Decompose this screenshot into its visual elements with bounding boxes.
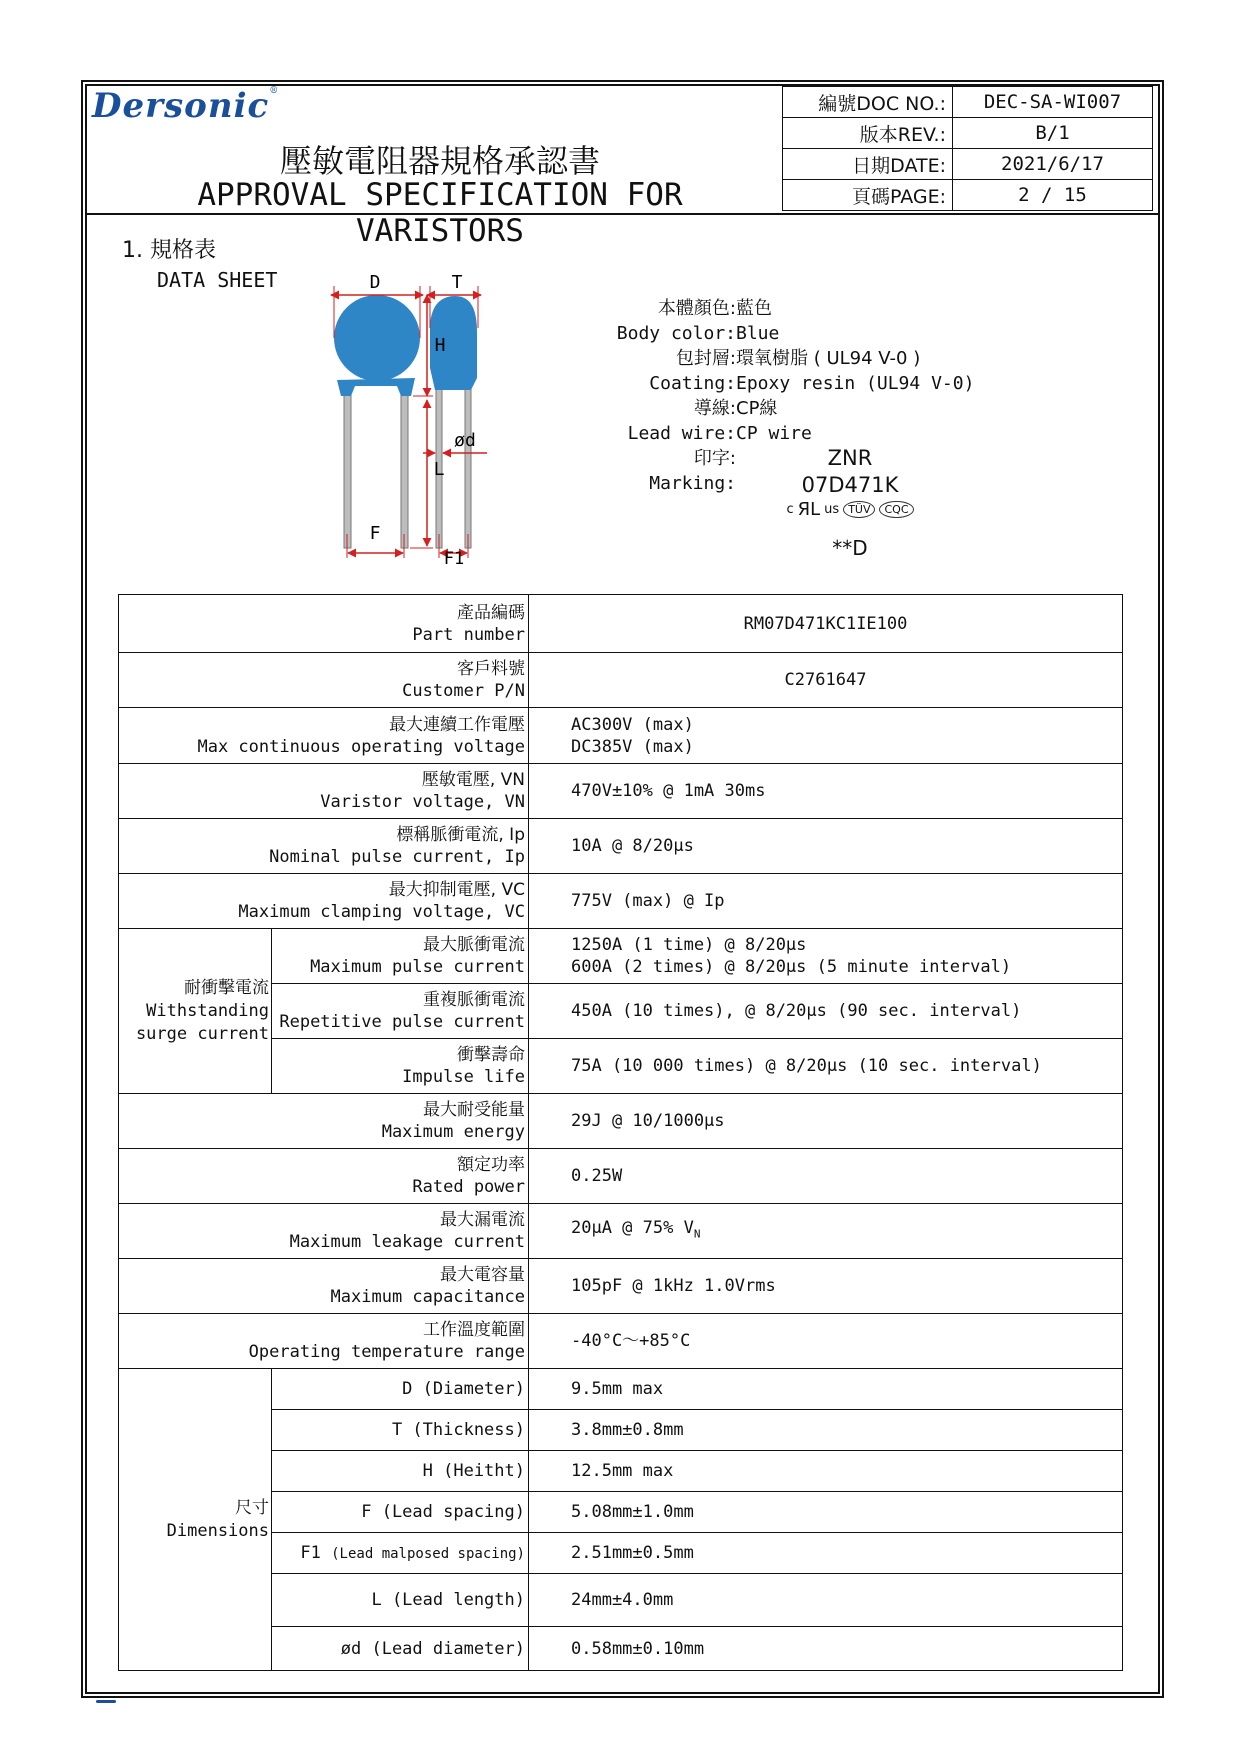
table-row (119, 929, 1123, 984)
property-value: Epoxy resin (UL94 V-0) (736, 373, 975, 394)
table-row (119, 764, 1123, 819)
spec-value: 29J @ 10/1000μs (529, 1094, 1123, 1149)
property-row (600, 421, 974, 446)
table-row (119, 819, 1123, 874)
spec-value: 0.25W (529, 1149, 1123, 1204)
certification-marks (760, 499, 940, 520)
doc-info-row (783, 149, 1153, 180)
spec-label: 重複脈衝電流 Repetitive pulse current (272, 984, 529, 1039)
spec-label: 最大連續工作電壓 Max continuous operating voltage (119, 708, 529, 764)
spec-value: 450A (10 times), @ 8/20μs (90 sec. interval) (529, 984, 1123, 1039)
property-label: Lead wire: (627, 423, 736, 444)
property-label: Body color: (616, 323, 736, 344)
table-row (119, 1204, 1123, 1259)
spec-value: -40°C～+85°C (529, 1314, 1123, 1369)
dim-label: F1 (Lead malposed spacing) (272, 1533, 529, 1574)
marking-line-1: ZNR (827, 446, 873, 470)
property-row (600, 321, 974, 346)
section-title: 1. 規格表 (122, 238, 216, 263)
spec-label: 壓敏電壓, VN Varistor voltage, VN (119, 764, 529, 819)
spec-value: 775V (max) @ Ip (529, 874, 1123, 929)
spec-label: 最大漏電流 Maximum leakage current (119, 1204, 529, 1259)
lead-left (344, 388, 351, 548)
spec-label: 額定功率 Rated power (119, 1149, 529, 1204)
dim-label: T (Thickness) (272, 1410, 529, 1451)
spec-label: 工作溫度範圍 Operating temperature range (119, 1314, 529, 1369)
property-value: 藍色 (736, 298, 772, 319)
spec-value: 10A @ 8/20μs (529, 819, 1123, 874)
spec-value: 470V±10% @ 1mA 30ms (529, 764, 1123, 819)
dim-label-d: D (369, 272, 381, 293)
bottom-logo-fragment (96, 1700, 116, 1703)
dim-value: 2.51mm±0.5mm (529, 1533, 1123, 1574)
property-value: 環氧樹脂 ( UL94 V-0 ) (736, 348, 921, 369)
dim-label-f1: F1 (443, 549, 465, 568)
lead-side-right (465, 388, 471, 548)
property-row (600, 396, 974, 421)
doc-no-value: DEC-SA-WI007 (953, 87, 1153, 118)
date-value: 2021/6/17 (953, 149, 1153, 180)
cul-us-icon: us (824, 502, 840, 517)
dim-label: H (Heitht) (272, 1451, 529, 1492)
property-row (600, 346, 974, 371)
cul-c-icon: c (786, 502, 794, 517)
spec-label: 最大抑制電壓, VC Maximum clamping voltage, VC (119, 874, 529, 929)
property-label: 本體顏色: (657, 298, 736, 319)
surge-group-label: 耐衝擊電流 Withstanding surge current (119, 929, 272, 1094)
table-row (119, 1369, 1123, 1410)
doc-info-row (783, 87, 1153, 118)
property-row (600, 296, 974, 321)
dim-label: D (Diameter) (272, 1369, 529, 1410)
dim-label-l: L (433, 459, 445, 480)
doc-no-label: 編號DOC NO.: (783, 87, 953, 118)
table-row (119, 653, 1123, 708)
property-label: Marking: (649, 473, 736, 494)
title-chinese: 壓敏電阻器規格承認書 (279, 142, 600, 180)
dim-value: 12.5mm max (529, 1451, 1123, 1492)
marking-block (760, 446, 940, 560)
property-value: CP wire (736, 423, 812, 444)
table-row (119, 1314, 1123, 1369)
dim-value: 5.08mm±1.0mm (529, 1492, 1123, 1533)
doc-info-row (783, 118, 1153, 149)
dimensions-group-label: 尺寸 Dimensions (119, 1369, 272, 1671)
property-label: Coating: (649, 373, 736, 394)
spec-value: AC300V (max) DC385V (max) (529, 708, 1123, 764)
spec-table (118, 594, 1123, 1671)
table-row (119, 708, 1123, 764)
date-label: 日期DATE: (783, 149, 953, 180)
dim-label-od: ød (454, 430, 476, 451)
dim-label: ød (Lead diameter) (272, 1627, 529, 1671)
spec-label: 最大脈衝電流 Maximum pulse current (272, 929, 529, 984)
doc-info-table (782, 86, 1153, 211)
property-label: 印字: (693, 448, 736, 469)
dim-label: L (Lead length) (272, 1574, 529, 1627)
cqc-icon: CQC (879, 501, 913, 518)
dim-value: 3.8mm±0.8mm (529, 1410, 1123, 1451)
part-number-value: RM07D471KC1IE100 (529, 595, 1123, 653)
table-row (119, 1149, 1123, 1204)
customer-pn-value: C2761647 (529, 653, 1123, 708)
spec-label: 客戶料號 Customer P/N (119, 653, 529, 708)
property-label: 導線: (693, 398, 736, 419)
marking-line-4: **D (832, 536, 868, 560)
dim-label-h: H (434, 335, 446, 356)
table-row (119, 595, 1123, 653)
spec-label: 產品編碼 Part number (119, 595, 529, 653)
spec-label: 衝擊壽命 Impulse life (272, 1039, 529, 1094)
page-value: 2 / 15 (953, 180, 1153, 211)
dim-value: 24mm±4.0mm (529, 1574, 1123, 1627)
rev-label: 版本REV.: (783, 118, 953, 149)
spec-label: 最大耐受能量 Maximum energy (119, 1094, 529, 1149)
spec-value: 105pF @ 1kHz 1.0Vrms (529, 1259, 1123, 1314)
title-english: APPROVAL SPECIFICATION FOR VARISTORS (197, 177, 683, 249)
property-label: 包封層: (675, 348, 736, 369)
table-row (119, 1094, 1123, 1149)
property-value: CP線 (736, 398, 778, 419)
dim-label-f: F (369, 523, 381, 544)
tuv-icon: TÜV (843, 501, 875, 518)
varistor-body-front (334, 295, 420, 381)
property-row (600, 371, 974, 396)
company-logo: Dersonic® (92, 86, 280, 126)
ul-icon: ЯL (797, 499, 821, 520)
table-row (119, 874, 1123, 929)
property-value: Blue (736, 323, 780, 344)
spec-value: 20μA @ 75% $V_N$ (529, 1204, 1123, 1259)
lead-right (401, 388, 408, 548)
spec-value: 1250A (1 time) @ 8/20μs 600A (2 times) @ 8/20μs (5 minute interval) (529, 929, 1123, 984)
spec-label: 最大電容量 Maximum capacitance (119, 1259, 529, 1314)
dim-value: 9.5mm max (529, 1369, 1123, 1410)
table-row (119, 1259, 1123, 1314)
page-label: 頁碼PAGE: (783, 180, 953, 211)
dim-label: F (Lead spacing) (272, 1492, 529, 1533)
section-subtitle: DATA SHEET (157, 268, 278, 292)
spec-label: 標稱脈衝電流, Ip Nominal pulse current, Ip (119, 819, 529, 874)
doc-info-row (783, 180, 1153, 211)
rev-value: B/1 (953, 118, 1153, 149)
varistor-dimension-diagram (315, 268, 555, 568)
marking-line-2: 07D471K (801, 473, 899, 497)
spec-value: 75A (10 000 times) @ 8/20μs (10 sec. interval) (529, 1039, 1123, 1094)
dim-value: 0.58mm±0.10mm (529, 1627, 1123, 1671)
dim-label-t: T (451, 272, 463, 293)
